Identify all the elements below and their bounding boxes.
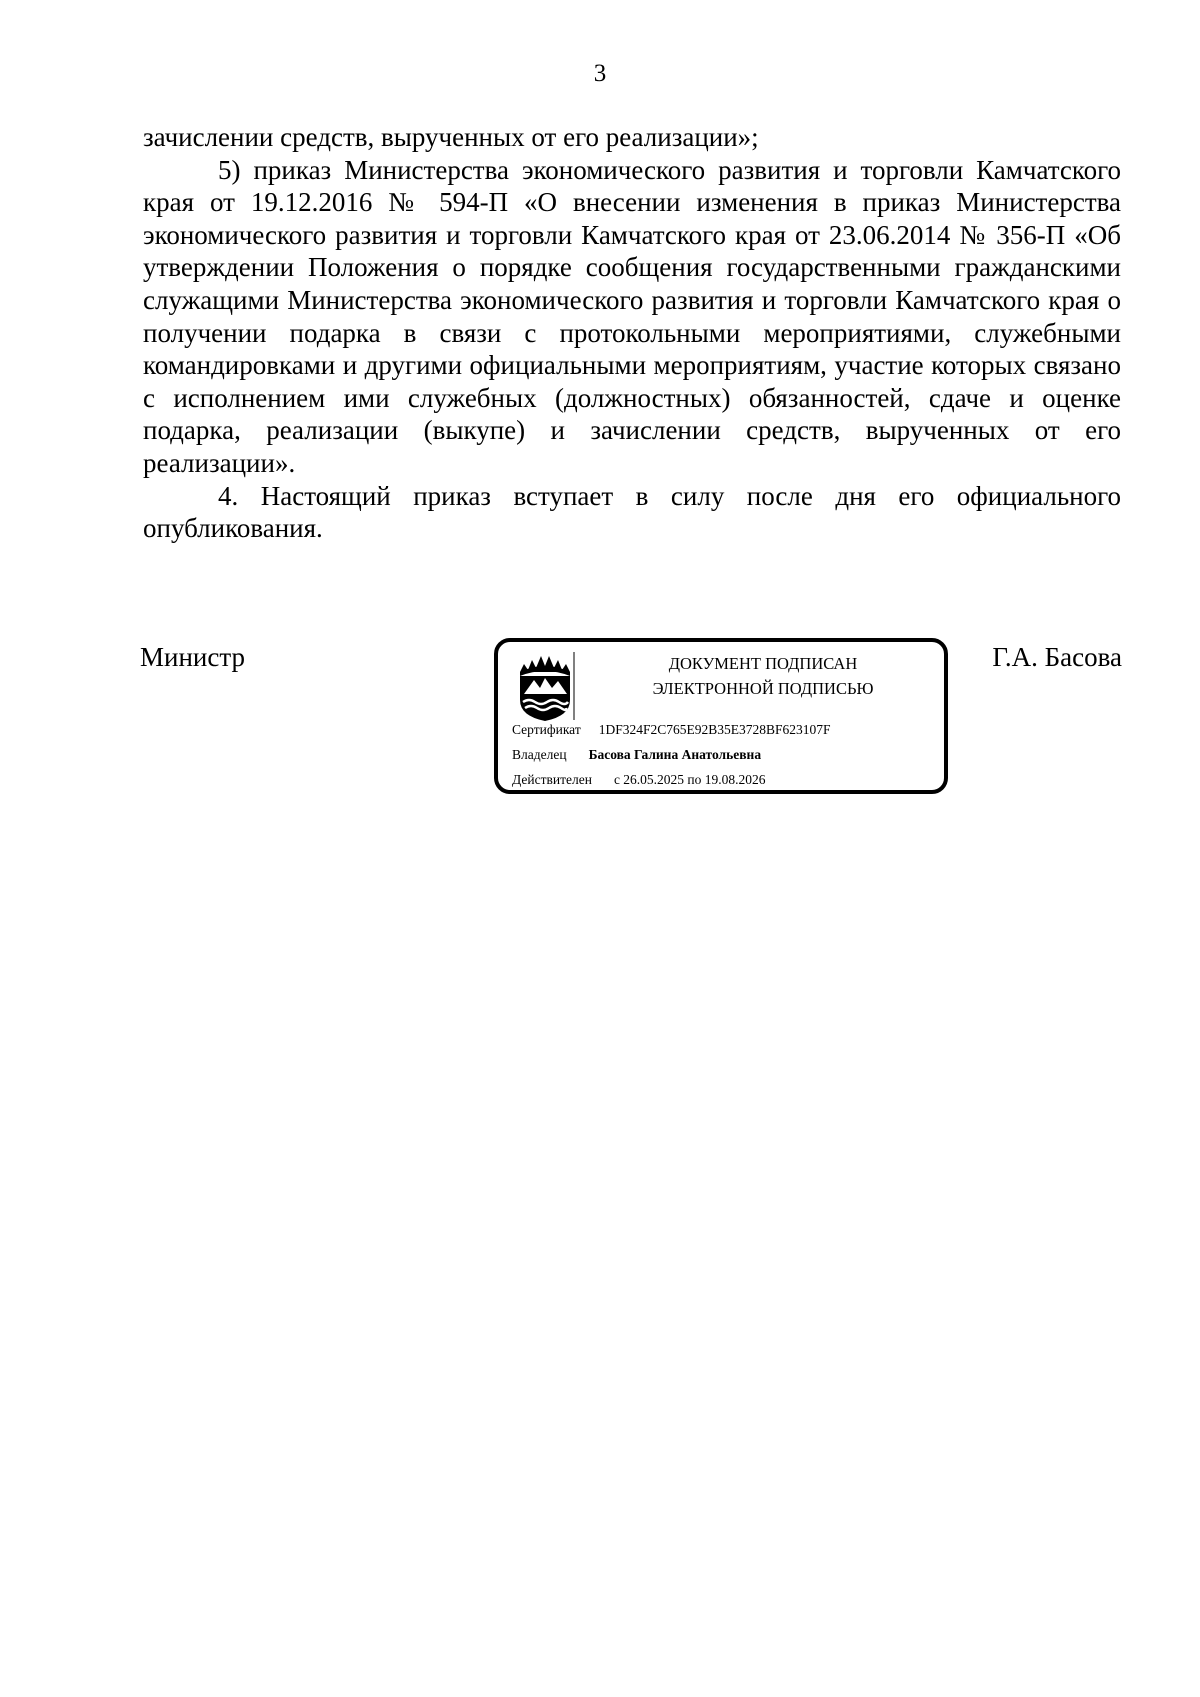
signer-position: Министр xyxy=(140,642,245,672)
signature-block xyxy=(0,638,1200,808)
kamchatka-coat-of-arms-icon xyxy=(514,650,576,722)
certificate-label: Сертификат xyxy=(512,722,581,737)
stamp-certificate-row xyxy=(512,722,831,738)
validity-value: с 26.05.2025 по 19.08.2026 xyxy=(613,772,766,787)
stamp-heading-line-1: ДОКУМЕНТ ПОДПИСАН xyxy=(668,654,858,673)
validity-label: Действителен xyxy=(512,772,592,787)
stamp-heading-line-2: ЭЛЕКТРОННОЙ ПОДПИСЬЮ xyxy=(652,679,874,698)
stamp-heading xyxy=(608,651,918,701)
paragraph-item-5: 5) приказ Министерства экономического развития и торговли Камчатского края от 19.12.2016 № 594-П «О внесении изменения в приказ Министерства экономического развития и торговли Камчатского края от 23.06.2014 № 356-П «Об утверждении Положения о порядке сообщения государственными гражданскими служащими Министерства экономического развития и торговли Камчатского края о получении подарка в связи с протокольными мероприятиями, служебными командировками и другими официальными мероприятиям, участие которых связано с исполнением ими служебных (должностных) обязанностей, сдаче и оценке подарка, реализации (выкупе) и зачислении средств, вырученных от его реализации». xyxy=(143,154,1121,478)
owner-value: Басова Галина Анатольевна xyxy=(588,747,762,762)
document-body xyxy=(143,121,1121,545)
stamp-validity-row xyxy=(512,772,766,788)
owner-label: Владелец xyxy=(512,747,567,762)
page-number: 3 xyxy=(593,60,607,87)
paragraph-clause-4: 4. Настоящий приказ вступает в силу после дня его официального опубликования. xyxy=(143,480,1121,544)
electronic-signature-stamp xyxy=(494,638,948,794)
paragraph-continuation: зачислении средств, вырученных от его реализации»; xyxy=(143,122,759,152)
certificate-value: 1DF324F2C765E92B35E3728BF623107F xyxy=(598,722,831,737)
signer-name: Г.А. Басова xyxy=(992,642,1122,672)
stamp-owner-row xyxy=(512,747,761,763)
